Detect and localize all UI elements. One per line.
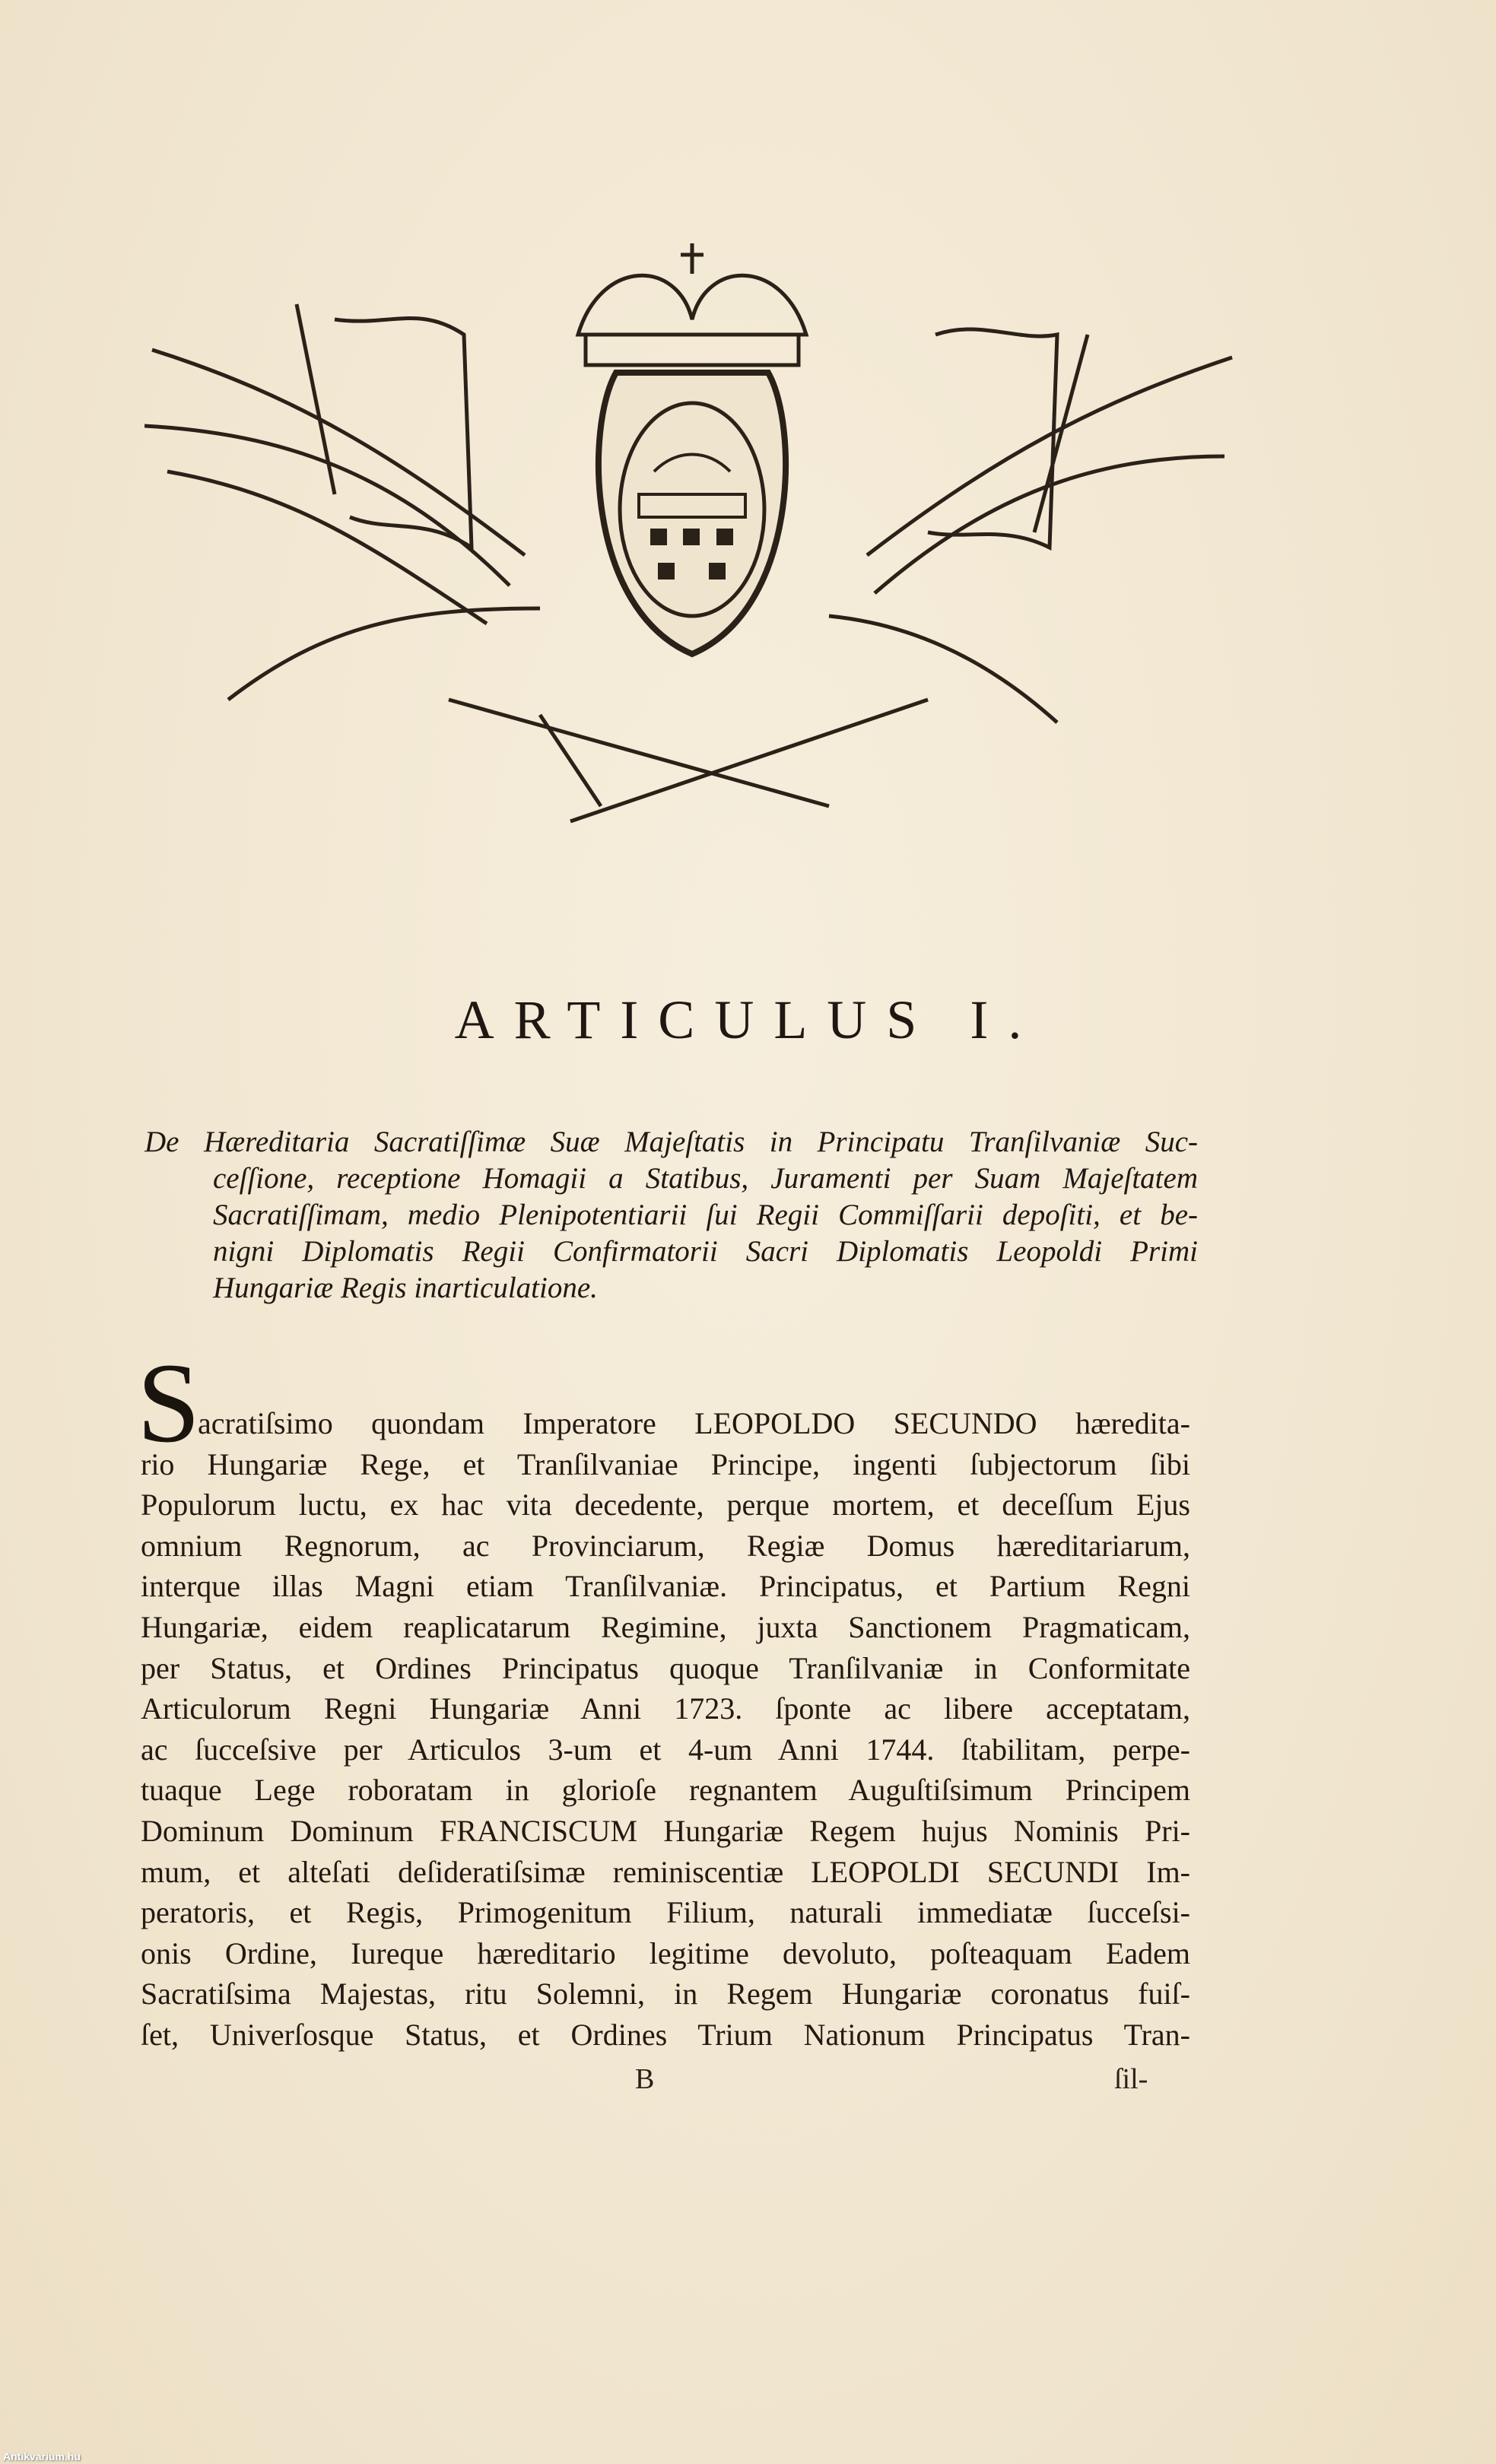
signature-mark: B: [635, 2063, 655, 2095]
body-line: interque illas Magni etiam Tranſilvaniæ. Principatus, et Partium Regni: [141, 1569, 1190, 1604]
body-line: ſet, Univerſosque Status, et Ordines Trium Nationum Principatus Tran-: [141, 2017, 1190, 2052]
body-line: acratiſsimo quondam Imperatore LEOPOLDO SECUNDO hæredita-: [198, 1406, 1190, 1440]
body-line: Sacratiſsima Majestas, ritu Solemni, in Regem Hungariæ coronatus fuiſ-: [141, 1977, 1190, 2012]
body-line: omnium Regnorum, ac Provinciarum, Regiæ Domus hæreditariarum,: [141, 1528, 1190, 1563]
body-text: [141, 1403, 1190, 2056]
subtitle-line: ceſſione, receptione Homagii a Statibus, Juramenti per Suam Majeſtatem: [213, 1162, 1198, 1195]
watermark: Antikvarium.hu: [3, 2450, 81, 2462]
body-line: peratoris, et Regis, Primogenitum Filium, naturali immediatæ ſucceſsi-: [141, 1895, 1190, 1930]
body-line: rio Hungariæ Rege, et Tranſilvaniae Principe, ingenti ſubjectorum ſibi: [141, 1446, 1190, 1481]
body-line: Populorum luctu, ex hac vita decedente, perque mortem, et deceſſum Ejus: [141, 1488, 1190, 1523]
subtitle-line: De Hæreditaria Sacratiſſimæ Suæ Majeſtatis in Principatu Tranſilvaniæ Suc-: [145, 1126, 1198, 1158]
catchword: ſil-: [1114, 2063, 1148, 2095]
body-line: tuaque Lege roboratam in glorioſe regnantem Auguſtiſsimum Principem: [141, 1773, 1190, 1808]
body-line: Articulorum Regni Hungariæ Anni 1723. ſponte ac libere acceptatam,: [141, 1691, 1190, 1726]
body-line: ac ſucceſsive per Articulos 3-um et 4-um Anni 1744. ſtabilitam, perpe-: [141, 1732, 1190, 1767]
body-line: onis Ordine, Iureque hæreditario legitime devoluto, poſteaquam Eadem: [141, 1935, 1190, 1970]
subtitle-line: Hungariæ Regis inarticulatione.: [213, 1272, 598, 1304]
drop-cap: S: [137, 1340, 201, 1466]
coat-of-arms-engraving: [145, 228, 1240, 837]
article-subtitle: [145, 1124, 1198, 1307]
body-line: Hungariæ, eidem reaplicatarum Regimine, juxta Sanctionem Pragmaticam,: [141, 1609, 1190, 1644]
subtitle-line: Sacratiſſimam, medio Plenipotentiarii ſui Regii Commiſſarii depoſiti, et be-: [213, 1199, 1198, 1231]
subtitle-line: nigni Diplomatis Regii Confirmatorii Sacri Diplomatis Leopoldi Primi: [213, 1235, 1198, 1268]
body-line: Dominum Dominum FRANCISCUM Hungariæ Regem hujus Nominis Pri-: [141, 1813, 1190, 1848]
body-line: mum, et alteſati deſideratiſsimæ reminiscentiæ LEOPOLDI SECUNDI Im-: [141, 1854, 1190, 1889]
article-heading: ARTICULUS I.: [454, 989, 1042, 1050]
body-line: per Status, et Ordines Principatus quoque Tranſilvaniæ in Conformitate: [141, 1650, 1190, 1685]
